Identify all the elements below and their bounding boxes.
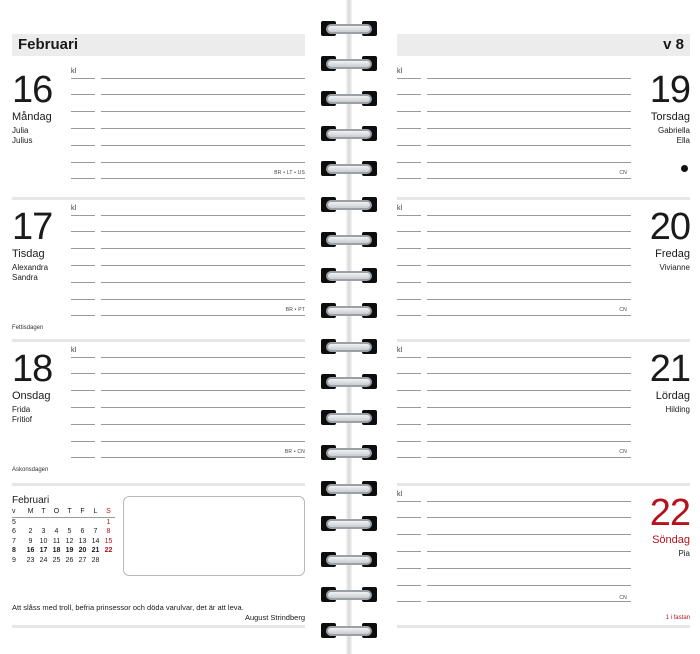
name-day: Ella xyxy=(676,136,690,145)
binding-ring xyxy=(320,267,378,285)
mini-cal-day: 26 xyxy=(65,556,74,564)
name-days xyxy=(12,405,32,425)
day-name: Onsdag xyxy=(12,390,51,402)
mini-cal-day: 20 xyxy=(78,547,87,554)
mini-cal-day: 6 xyxy=(80,528,85,535)
country-codes: CN xyxy=(619,595,627,601)
mini-cal-day: 8 xyxy=(106,528,111,535)
day-number: 22 xyxy=(649,492,690,534)
binding-ring xyxy=(320,480,378,498)
name-days xyxy=(12,263,48,283)
mini-cal-day: 9 xyxy=(28,537,33,545)
mini-calendar-title: Februari xyxy=(12,495,50,506)
day-name: Fredag xyxy=(655,248,690,260)
day-number: 17 xyxy=(12,206,53,248)
mini-cal-header: S xyxy=(102,507,115,518)
mini-cal-week: 5 xyxy=(12,518,16,526)
name-day: Sandra xyxy=(12,273,38,282)
week-number: v 8 xyxy=(663,36,684,53)
mini-cal-day xyxy=(102,556,115,566)
day-block-sunday xyxy=(397,483,690,608)
mini-cal-day: 25 xyxy=(52,556,61,564)
binding-ring xyxy=(320,160,378,178)
mini-cal-day: 16 xyxy=(26,547,35,554)
divider xyxy=(397,339,690,342)
name-days xyxy=(658,126,690,146)
kl-label: kl xyxy=(71,68,77,75)
country-codes: CN xyxy=(619,449,627,455)
mini-cal-day xyxy=(89,518,102,528)
mini-cal-day: 17 xyxy=(39,547,48,554)
mini-cal-header: L xyxy=(89,507,102,518)
left-page xyxy=(0,0,318,654)
mini-cal-day: 24 xyxy=(39,556,48,564)
day-name: Torsdag xyxy=(650,111,690,123)
day-block-monday xyxy=(12,60,305,185)
mini-cal-day: 18 xyxy=(52,547,61,554)
mini-cal-day: 28 xyxy=(91,556,100,564)
mini-cal-day: 27 xyxy=(78,556,87,564)
binding-ring xyxy=(320,231,378,249)
divider xyxy=(397,197,690,200)
writing-lines[interactable] xyxy=(71,215,305,315)
writing-lines[interactable] xyxy=(397,78,631,178)
country-codes: CN xyxy=(619,170,627,176)
mini-cal-week: 7 xyxy=(12,537,16,545)
day-name: Tisdag xyxy=(12,248,45,260)
binding-ring xyxy=(320,373,378,391)
mini-calendar xyxy=(12,495,118,565)
mini-cal-day: 22 xyxy=(104,547,113,554)
moon-phase-icon xyxy=(681,165,688,172)
mini-cal-header: v xyxy=(12,507,24,518)
divider xyxy=(12,339,305,342)
mini-calendar-grid xyxy=(12,507,118,565)
right-page xyxy=(383,0,700,654)
kl-label: kl xyxy=(397,205,403,212)
day-block-friday xyxy=(397,197,690,322)
mini-cal-day: 4 xyxy=(54,528,59,535)
holiday-label: Fettisdagen xyxy=(12,325,44,331)
writing-lines[interactable] xyxy=(397,357,631,457)
day-name: Måndag xyxy=(12,111,52,123)
month-header-bar xyxy=(12,34,305,56)
name-day: Pia xyxy=(678,549,690,558)
mini-cal-day xyxy=(76,518,89,528)
mini-cal-day xyxy=(63,518,76,528)
kl-label: kl xyxy=(397,68,403,75)
bottom-divider xyxy=(397,625,690,628)
binding-ring xyxy=(320,20,378,38)
spiral-binding xyxy=(318,0,383,654)
day-number: 16 xyxy=(12,69,53,111)
quote-author: August Strindberg xyxy=(244,613,305,622)
bottom-divider xyxy=(12,625,305,628)
notes-box[interactable] xyxy=(123,496,305,576)
month-title: Februari xyxy=(18,36,79,53)
binding-ring xyxy=(320,586,378,604)
mini-cal-day: 5 xyxy=(67,528,72,535)
footer-divider xyxy=(12,483,305,493)
mini-cal-day: 11 xyxy=(52,537,61,545)
binding-ring xyxy=(320,551,378,569)
mini-cal-header: F xyxy=(76,507,89,518)
mini-cal-day: 23 xyxy=(26,556,35,564)
mini-cal-day: 2 xyxy=(28,528,33,535)
mini-cal-day xyxy=(50,518,63,528)
mini-cal-week: 8 xyxy=(12,547,16,554)
kl-label: kl xyxy=(397,347,403,354)
quote xyxy=(12,603,305,622)
day-block-tuesday xyxy=(12,197,305,331)
name-days xyxy=(659,263,690,273)
mini-cal-day: 14 xyxy=(91,537,100,545)
mini-cal-header: T xyxy=(63,507,76,518)
quote-text: Att slåss med troll, befria prinsessor och döda varulvar, det är att leva. xyxy=(12,603,244,612)
divider xyxy=(397,483,690,486)
name-day: Gabriella xyxy=(657,126,690,135)
binding-ring xyxy=(320,196,378,214)
kl-label: kl xyxy=(71,205,77,212)
name-day: Julius xyxy=(12,136,33,145)
mini-cal-day: 15 xyxy=(104,537,113,545)
country-codes: BR • LT • US xyxy=(274,170,305,176)
mini-cal-day: 3 xyxy=(41,528,46,535)
name-day: Vivianne xyxy=(659,263,690,272)
name-days xyxy=(678,549,690,559)
mini-cal-day: 10 xyxy=(39,537,48,545)
divider xyxy=(12,197,305,200)
mini-cal-day: 7 xyxy=(93,528,98,535)
mini-cal-day: 12 xyxy=(65,537,74,545)
writing-lines[interactable] xyxy=(71,357,305,457)
day-number: 18 xyxy=(12,348,53,390)
name-day: Fritiof xyxy=(12,415,32,424)
name-day: Alexandra xyxy=(12,263,49,272)
mini-cal-day: 1 xyxy=(106,518,111,526)
kl-label: kl xyxy=(71,347,77,354)
kl-label: kl xyxy=(397,491,403,498)
mini-cal-header: T xyxy=(37,507,50,518)
week-header-bar xyxy=(397,34,690,56)
day-block-saturday xyxy=(397,339,690,464)
day-number: 19 xyxy=(649,69,690,111)
binding-ring xyxy=(320,125,378,143)
country-codes: CN xyxy=(619,307,627,313)
mini-cal-day: 13 xyxy=(78,537,87,545)
binding-ring xyxy=(320,622,378,640)
day-number: 21 xyxy=(649,348,690,390)
binding-ring xyxy=(320,515,378,533)
day-block-thursday xyxy=(397,60,690,185)
lent-label: 1 i fastan xyxy=(665,615,690,621)
country-codes: BR • PT xyxy=(285,307,305,313)
binding-ring xyxy=(320,338,378,356)
writing-lines[interactable] xyxy=(397,215,631,315)
country-codes: BR • CN xyxy=(284,449,305,455)
mini-cal-week: 9 xyxy=(12,556,16,564)
name-days xyxy=(666,405,690,415)
day-name: Lördag xyxy=(655,390,690,402)
writing-lines[interactable] xyxy=(71,78,305,178)
name-day: Julia xyxy=(12,126,29,135)
writing-lines[interactable] xyxy=(397,501,631,601)
name-days xyxy=(12,126,32,146)
holiday-label: Askonsdagen xyxy=(12,467,49,473)
mini-cal-day: 21 xyxy=(91,547,100,554)
mini-cal-header: M xyxy=(24,507,37,518)
mini-cal-day xyxy=(37,518,50,528)
mini-cal-day xyxy=(24,518,37,528)
name-day: Frida xyxy=(12,405,31,414)
mini-cal-week: 6 xyxy=(12,528,16,535)
day-block-wednesday xyxy=(12,339,305,473)
binding-ring xyxy=(320,55,378,73)
day-name: Söndag xyxy=(652,534,690,546)
binding-ring xyxy=(320,409,378,427)
binding-ring xyxy=(320,302,378,320)
binding-ring xyxy=(320,90,378,108)
mini-cal-day: 19 xyxy=(65,547,74,554)
binding-ring xyxy=(320,444,378,462)
name-day: Hilding xyxy=(665,405,690,414)
day-number: 20 xyxy=(649,206,690,248)
mini-cal-header: O xyxy=(50,507,63,518)
